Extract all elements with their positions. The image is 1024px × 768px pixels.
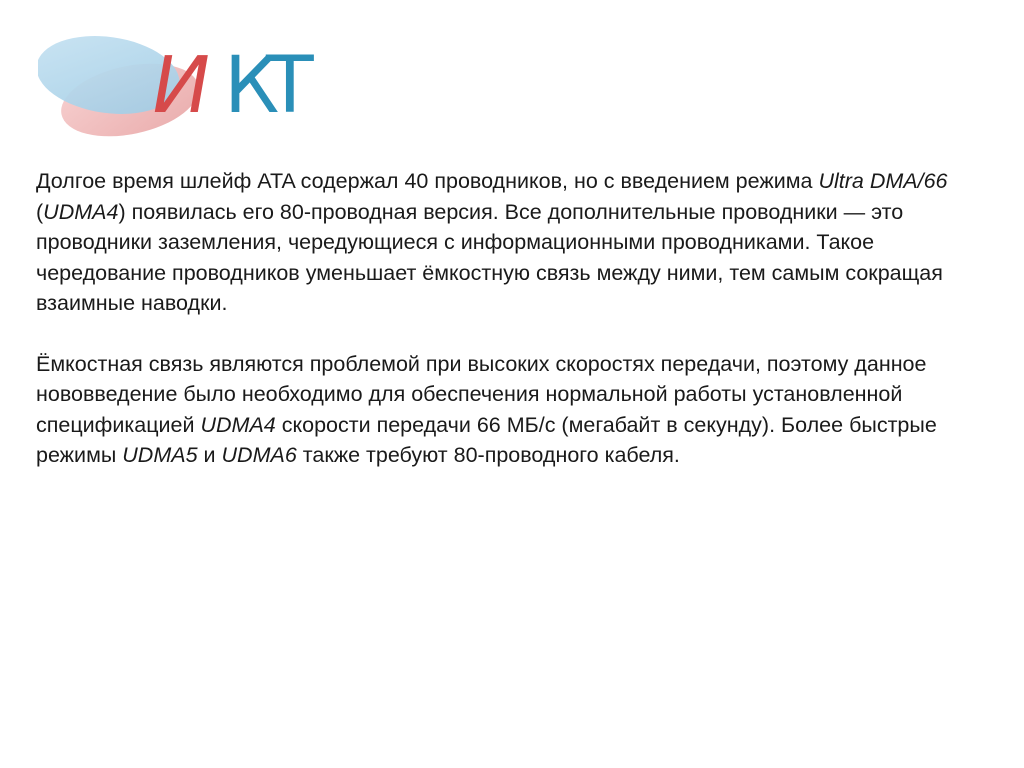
paragraph-2: Ёмкостная связь являются проблемой при высоких скоростях передачи, поэтому данное нововведение было необходимо для обеспечения нормальной работы установленной спецификацией UDMA4 скорости передачи 66 МБ/с (мегабайт в секунду). Более быстрые режимы UDMA5 и UDMA6 также требуют 80-проводного кабеля. [36, 351, 937, 467]
svg-text:Т: Т [266, 41, 314, 131]
slide-text [36, 166, 988, 501]
svg-text:И: И [143, 39, 219, 131]
ikt-logo [38, 28, 328, 143]
paragraph-1: Долгое время шлейф ATA содержал 40 проводников, но с введением режима Ultra DMA/66 (UDMA4) появилась его 80-проводная версия. Все дополнительные проводники — это проводники заземления, чередующиеся с информационными проводниками. Такое чередование проводников уменьшает ёмкостную связь между ними, тем самым сокращая взаимные наводки. [36, 169, 948, 315]
logo-letters [144, 40, 314, 131]
svg-text:К: К [224, 41, 280, 131]
